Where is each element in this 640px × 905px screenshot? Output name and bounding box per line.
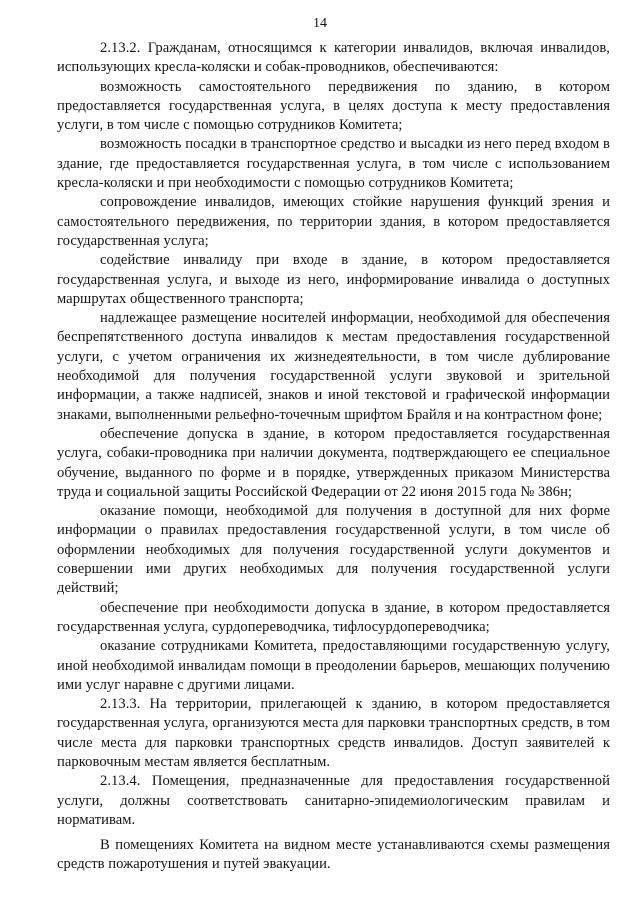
paragraph-vehicle-boarding: возможность посадки в транспортное средство и высадки из него перед входом в здание, где предоставляется государственная услуга, в том числе с использованием кресла-коляски и при необходимости с помощью сотрудников Комитета; xyxy=(57,136,610,192)
paragraph-escort: сопровождение инвалидов, имеющих стойкие нарушения функций зрения и самостоятельного передвижения, по территории здания, в котором предоставляется государственная услуга; xyxy=(57,194,610,249)
document-body xyxy=(57,39,610,875)
paragraph-information-placement: надлежащее размещение носителей информации, необходимой для обеспечения беспрепятственного доступа инвалидов к местам предоставления государственной услуги, с учетом ограничения их жизнедеятельности, в том числе дублирование необходимой для получения государственной услуги звуковой и зрительной информации, а также надписей, знаков и иной текстовой и графической информации знаками, выполненными рельефно-точечным шрифтом Брайля и на контрастном фоне; xyxy=(57,310,610,423)
paragraph-2-13-4-premises: 2.13.4. Помещения, предназначенные для предоставления государственной услуги, должны соответствовать санитарно-эпидемиологическим правилам и нормативам. xyxy=(57,773,610,828)
paragraph-independent-movement: возможность самостоятельного передвижения по зданию, в котором предоставляется государственная услуга, в целях доступа к месту предоставления услуги, в том числе с помощью сотрудников Комитета; xyxy=(57,78,610,134)
paragraph-guide-dog-admission: обеспечение допуска в здание, в котором предоставляется государственная услуга, собаки-проводника при наличии документа, подтверждающего ее специальное обучение, выданного по форме и в порядке, утвержденных приказом Министерства труда и социальной защиты Российской Федерации от 22 июня 2015 года № 386н; xyxy=(57,425,610,500)
paragraph-entry-assistance: содействие инвалиду при входе в здание, в котором предоставляется государственная услуга, и выходе из него, информирование инвалида о доступных маршрутах общественного транспорта; xyxy=(57,252,610,307)
page-number: 14 xyxy=(313,16,327,31)
paragraph-help-obtaining-info: оказание помощи, необходимой для получения в доступной для них форме информации о правилах предоставления государственной услуги, в том числе об оформлении необходимых для получения государственной услуги документов и совершении ими других необходимых для получения государственной услуги действий; xyxy=(57,503,610,597)
paragraph-interpreter-admission: обеспечение при необходимости допуска в здание, в котором предоставляется государственная услуга, сурдопереводчика, тифлосурдопереводчика; xyxy=(57,599,610,635)
paragraph-2-13-2-intro: 2.13.2. Гражданам, относящимся к категории инвалидов, включая инвалидов, использующих кресла-коляски и собак-проводников, обеспечиваются: xyxy=(57,40,610,76)
paragraph-2-13-3-parking: 2.13.3. На территории, прилегающей к зданию, в котором предоставляется государственная услуга, организуются места для парковки транспортных средств, в том числе места для парковки транспортных средств инвалидов. Доступ заявителей к парковочным местам является бесплатным. xyxy=(57,696,610,770)
paragraph-staff-assistance: оказание сотрудниками Комитета, предоставляющими государственную услугу, иной необходимой инвалидам помощи в преодолении барьеров, мешающих получению ими услуг наравне с другими лицами. xyxy=(57,638,610,693)
paragraph-evacuation-schemes: В помещениях Комитета на видном месте устанавливаются схемы размещения средств пожаротушения и путей эвакуации. xyxy=(57,837,610,873)
